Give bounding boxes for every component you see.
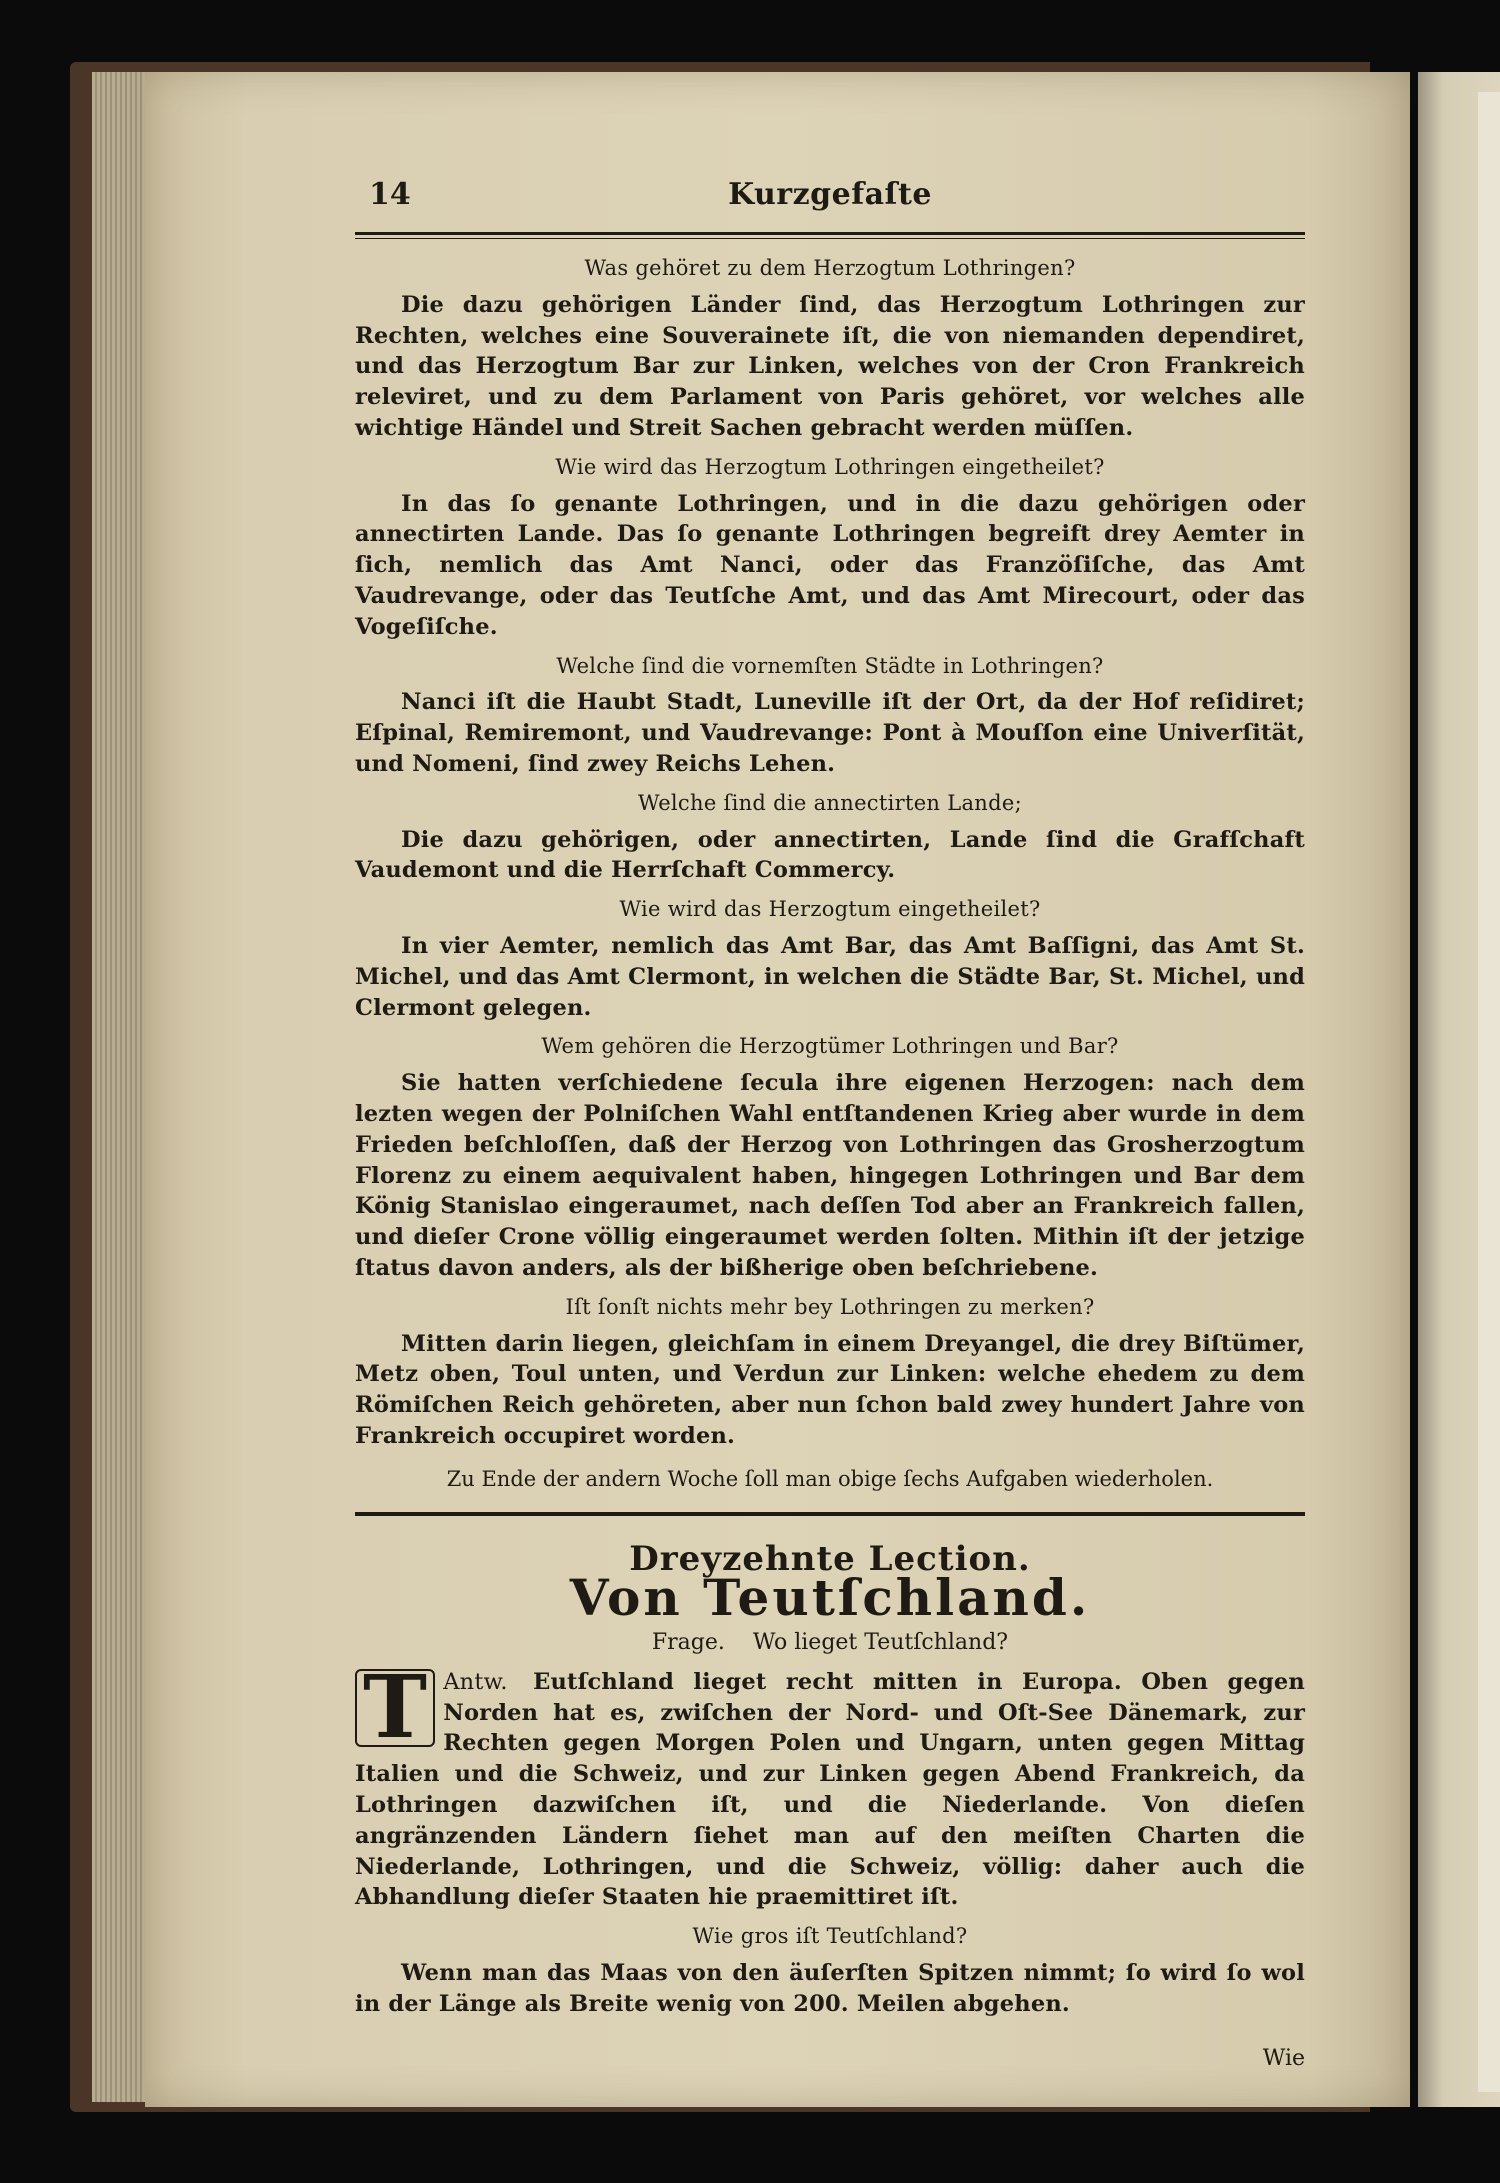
facing-page-sliver xyxy=(1478,92,1500,2092)
question-heading: Was gehöret zu dem Herzogtum Lothringen? xyxy=(584,256,1076,280)
answer-paragraph: In vier Aemter, nemlich das Amt Bar, das Amt Baſſigni, das Amt St. Michel, und das Amt Clermont, in welchen die Städte Bar, St. Michel, und Clermont gelegen. xyxy=(355,932,1305,1021)
answer-paragraph: Sie hatten verſchiedene ſecula ihre eigenen Herzogen: nach dem lezten wegen der Polniſchen Wahl entſtandenen Krieg aber wurde in dem Frieden beſchloſſen, daß der Herzog von Lothringen das Grosherzogtum Florenz zu einem aequivalent haben, hingegen Lothringen und Bar dem König Stanislao eingeraumet, nach deſſen Tod aber an Frankreich fallen, und dieſer Crone völlig eingeraumet werden ſolten. Mithin iſt der jetzige ſtatus davon anders, als der bißherige oben beſchriebene. xyxy=(355,1070,1305,1281)
antw-text: Eutſchland lieget recht mitten in Europa. Oben gegen Norden hat es, zwiſchen der Nord- und Oſt-See Dänemark, zur Rechten gegen Morgen Polen und Ungarn, unten gegen Mittag Italien und die Schweiz, und zur Linken gegen Abend Frankreich, da Lothringen dazwiſchen iſt, und die Niederlande. Von dieſen angränzenden Ländern ſiehet man auf den meiſten Charten die Niederlande, Lothringen, und die Schweiz, völlig: daher auch die Abhandlung dieſer Staaten hie praemittiret iſt. xyxy=(355,1668,1305,1911)
frage-text: Wo lieget Teutſchland? xyxy=(752,1630,1009,1656)
question-heading: Wie wird das Herzogtum Lothringen eingetheilet? xyxy=(555,454,1105,479)
antw-paragraph xyxy=(355,1656,1305,1913)
facing-page-edge xyxy=(1418,72,1500,2107)
header-rule xyxy=(355,232,1305,239)
running-title: Kurzgefaſte xyxy=(728,177,932,212)
page-header xyxy=(355,177,1305,232)
frage-label: Frage. xyxy=(651,1630,725,1656)
page-stack-edge xyxy=(92,72,152,2102)
qa-section-1 xyxy=(355,253,1305,444)
question-heading: Wie gros iſt Teutſchland? xyxy=(692,1924,968,1949)
chapter-title: Von Teutſchland. xyxy=(569,1568,1091,1628)
page-content xyxy=(355,177,1305,2071)
qa-section-5 xyxy=(355,894,1305,1023)
review-note: Zu Ende der andern Woche ſoll man obige ſechs Aufgaben wiederholen. xyxy=(446,1466,1214,1491)
qa-section-6 xyxy=(355,1031,1305,1283)
page-number: 14 xyxy=(369,177,411,212)
antw-label: Antw. xyxy=(443,1668,508,1695)
question-heading: Welche ſind die annectirten Lande; xyxy=(638,790,1022,815)
question-heading: Iſt ſonſt nichts mehr bey Lothringen zu merken? xyxy=(565,1294,1095,1319)
catchword: Wie xyxy=(1262,2045,1305,2071)
answer-paragraph: Nanci iſt die Haubt Stadt, Luneville iſt der Ort, da der Hof reſidiret; Eſpinal, Remiremont, und Vaudrevange: Pont à Mouſſon eine Univerſität, und Nomeni, ſind zwey Reichs Lehen. xyxy=(355,689,1305,777)
qa-section-4 xyxy=(355,788,1305,886)
qa-section-7 xyxy=(355,1292,1305,1452)
drop-cap: T xyxy=(355,1669,435,1747)
answer-paragraph: In das ſo genante Lothringen, und in die dazu gehörigen oder annectirten Lande. Das ſo genante Lothringen begreift drey Aemter in ſich, nemlich das Amt Nanci, oder das Franzöſiſche, das Amt Vaudrevange, oder das Teutſche Amt, und das Amt Mirecourt, oder das Vogeſiſche. xyxy=(355,490,1305,640)
answer-paragraph: Wenn man das Maas von den äuſerſten Spitzen nimmt; ſo wird ſo wol in der Länge als Breite wenig von 200. Meilen abgehen. xyxy=(355,1960,1305,2017)
section-divider xyxy=(355,1512,1305,1516)
answer-paragraph: Die dazu gehörigen, oder annectirten, Lande ſind die Grafſchaft Vaudemont und die Herrſchaft Commercy. xyxy=(355,826,1305,884)
answer-paragraph: Die dazu gehörigen Länder ſind, das Herzogtum Lothringen zur Rechten, welches eine Souverainete iſt, die von niemanden dependiret, und das Herzogtum Bar zur Linken, welches von der Cron Frankreich releviret, und zu dem Parlament von Paris gehöret, vor welches alle wichtige Händel und Streit Sachen gebracht werden müſſen. xyxy=(355,291,1305,441)
question-heading: Welche ſind die vornemſten Städte in Lothringen? xyxy=(556,653,1104,678)
qa-section-3 xyxy=(355,651,1305,780)
question-heading: Wie wird das Herzogtum eingetheilet? xyxy=(619,897,1041,922)
answer-paragraph: Mitten darin liegen, gleichſam in einem Dreyangel, die drey Biſtümer, Metz oben, Toul unten, und Verdun zur Linken: welche ehedem zu dem Römiſchen Reich gehöreten, aber nun ſchon bald zwey hundert Jahre von Frankreich occupiret worden. xyxy=(355,1330,1305,1449)
frage-line xyxy=(355,1628,1305,1659)
qa-section-2 xyxy=(355,452,1305,643)
lection-heading: Dreyzehnte Lection. xyxy=(629,1539,1031,1580)
question-heading: Wem gehören die Herzogtümer Lothringen und Bar? xyxy=(541,1034,1119,1059)
